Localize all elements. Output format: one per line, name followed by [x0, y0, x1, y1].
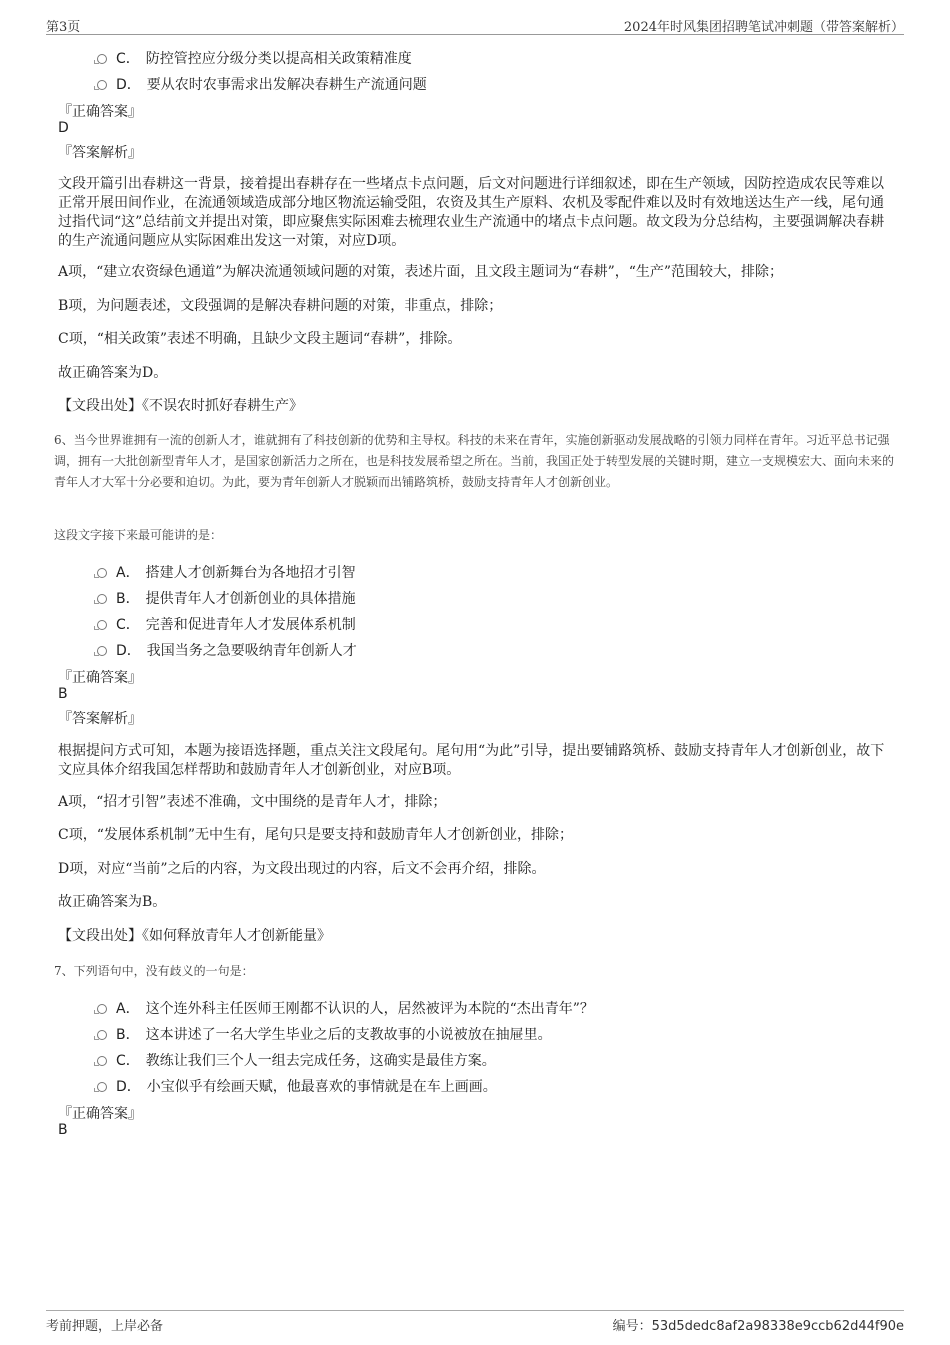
analysis-paragraph: B项，为问题表述，文段强调的是解决春耕问题的对策，非重点，排除； — [58, 298, 503, 314]
analysis-label: 『答案解析』 — [58, 711, 142, 727]
question-prompt: 这段文字接下来最可能讲的是： — [54, 528, 223, 542]
q6-option-a[interactable]: A． 搭建人才创新舞台为各地招才引智 — [97, 562, 356, 582]
radio-icon[interactable] — [97, 620, 107, 630]
q5-option-c[interactable]: C． 防控管控应分级分类以提高相关政策精准度 — [97, 48, 412, 68]
radio-icon[interactable] — [97, 1082, 107, 1092]
analysis-paragraph: D项，对应“当前”之后的内容，为文段出现过的内容，后文不会再介绍，排除。 — [58, 861, 546, 877]
question-stem: 6、当今世界谁拥有一流的创新人才，谁就拥有了科技创新的优势和主导权。科技的未来在青年，实施创新驱动发展战略的引领力同样在青年。习近平总书记强调，拥有一大批创新型青年人才，是国家创新活力之所在，也是科技发展希望之所在。当前，我国正处于转型发展的关键时期，建立一支规模宏大、面向未来的青年人才大军十分必要和迫切。为此，要为青年创新人才脱颖而出铺路筑桥，鼓励支持青年人才创新创业。 — [54, 433, 895, 489]
q6-option-b[interactable]: B． 提供青年人才创新创业的具体措施 — [97, 588, 356, 608]
radio-icon[interactable] — [97, 1030, 107, 1040]
analysis-paragraph: 根据提问方式可知，本题为接语选择题，重点关注文段尾句。尾句用“为此”引导，提出要铺路筑桥、鼓励支持青年人才创新创业，故下文应具体介绍我国怎样帮助和鼓励青年人才创新创业，对应B项。 — [58, 743, 885, 778]
radio-icon[interactable] — [97, 646, 107, 656]
q7-option-c[interactable]: C． 教练让我们三个人一组去完成任务，这确实是最佳方案。 — [97, 1050, 496, 1070]
radio-icon[interactable] — [97, 80, 107, 90]
q6-option-c[interactable]: C． 完善和促进青年人才发展体系机制 — [97, 614, 356, 634]
analysis-paragraph: A项，“招才引智”表述不准确，文中围绕的是青年人才，排除； — [58, 794, 447, 810]
q6-option-d[interactable]: D． 我国当务之急要吸纳青年创新人才 — [97, 640, 357, 660]
source-citation: 【文段出处】《如何释放青年人才创新能量》 — [58, 928, 331, 944]
analysis-conclusion: 故正确答案为B。 — [58, 894, 167, 910]
q7-option-d[interactable]: D． 小宝似乎有绘画天赋，他最喜欢的事情就是在车上画画。 — [97, 1076, 497, 1096]
document-title: 2024年时风集团招聘笔试冲刺题（带答案解析） — [623, 20, 904, 35]
radio-icon[interactable] — [97, 594, 107, 604]
analysis-paragraph: C项，“相关政策”表述不明确，且缺少文段主题词“春耕”，排除。 — [58, 331, 462, 347]
answer-value: B — [58, 1122, 68, 1138]
answer-label: 『正确答案』 — [58, 1106, 142, 1122]
radio-icon[interactable] — [97, 568, 107, 578]
analysis-label: 『答案解析』 — [58, 145, 142, 161]
answer-value: B — [58, 686, 68, 702]
document-code: 编号：53d5dedc8af2a98338e9ccb62d44f90e — [612, 1319, 904, 1334]
answer-label: 『正确答案』 — [58, 104, 142, 120]
radio-icon[interactable] — [97, 1056, 107, 1066]
q5-option-d[interactable]: D． 要从农时农事需求出发解决春耕生产流通问题 — [97, 74, 427, 94]
page-header — [46, 14, 904, 35]
q7-option-a[interactable]: A． 这个连外科主任医师王刚都不认识的人，居然被评为本院的“杰出青年”？ — [97, 998, 594, 1018]
analysis-paragraph: A项，“建立农资绿色通道”为解决流通领域问题的对策，表述片面，且文段主题词为“春耕”，“生产”范围较大，排除； — [58, 264, 784, 280]
analysis-paragraph: 文段开篇引出春耕这一背景，接着提出春耕存在一些堵点卡点问题，后文对问题进行详细叙述，即在生产领域，因防控造成农民等难以正常开展田间作业，在流通领域造成部分地区物流运输受阻，农资及其生产原料、农机及零配件难以及时有效地送达生产一线，尾句通过指代词“这”总结前文并提出对策，即应聚焦实际困难去梳理农业生产流通中的堵点卡点问题。故文段为分总结构，主要强调解决春耕的生产流通问题应从实际困难出发这一对策，对应D项。 — [58, 176, 885, 249]
q7-option-b[interactable]: B． 这本讲述了一名大学生毕业之后的支教故事的小说被放在抽屉里。 — [97, 1024, 552, 1044]
source-citation: 【文段出处】《不误农时抓好春耕生产》 — [58, 398, 303, 414]
radio-icon[interactable] — [97, 54, 107, 64]
answer-label: 『正确答案』 — [58, 670, 142, 686]
page-footer — [46, 1310, 904, 1335]
analysis-paragraph: C项，“发展体系机制”无中生有，尾句只是要支持和鼓励青年人才创新创业，排除； — [58, 827, 574, 843]
footer-slogan: 考前押题，上岸必备 — [46, 1319, 164, 1334]
analysis-conclusion: 故正确答案为D。 — [58, 365, 168, 381]
answer-value: D — [58, 120, 69, 136]
page-number: 第3页 — [46, 20, 81, 35]
radio-icon[interactable] — [97, 1004, 107, 1014]
question-stem: 7、下列语句中，没有歧义的一句是： — [54, 964, 254, 978]
